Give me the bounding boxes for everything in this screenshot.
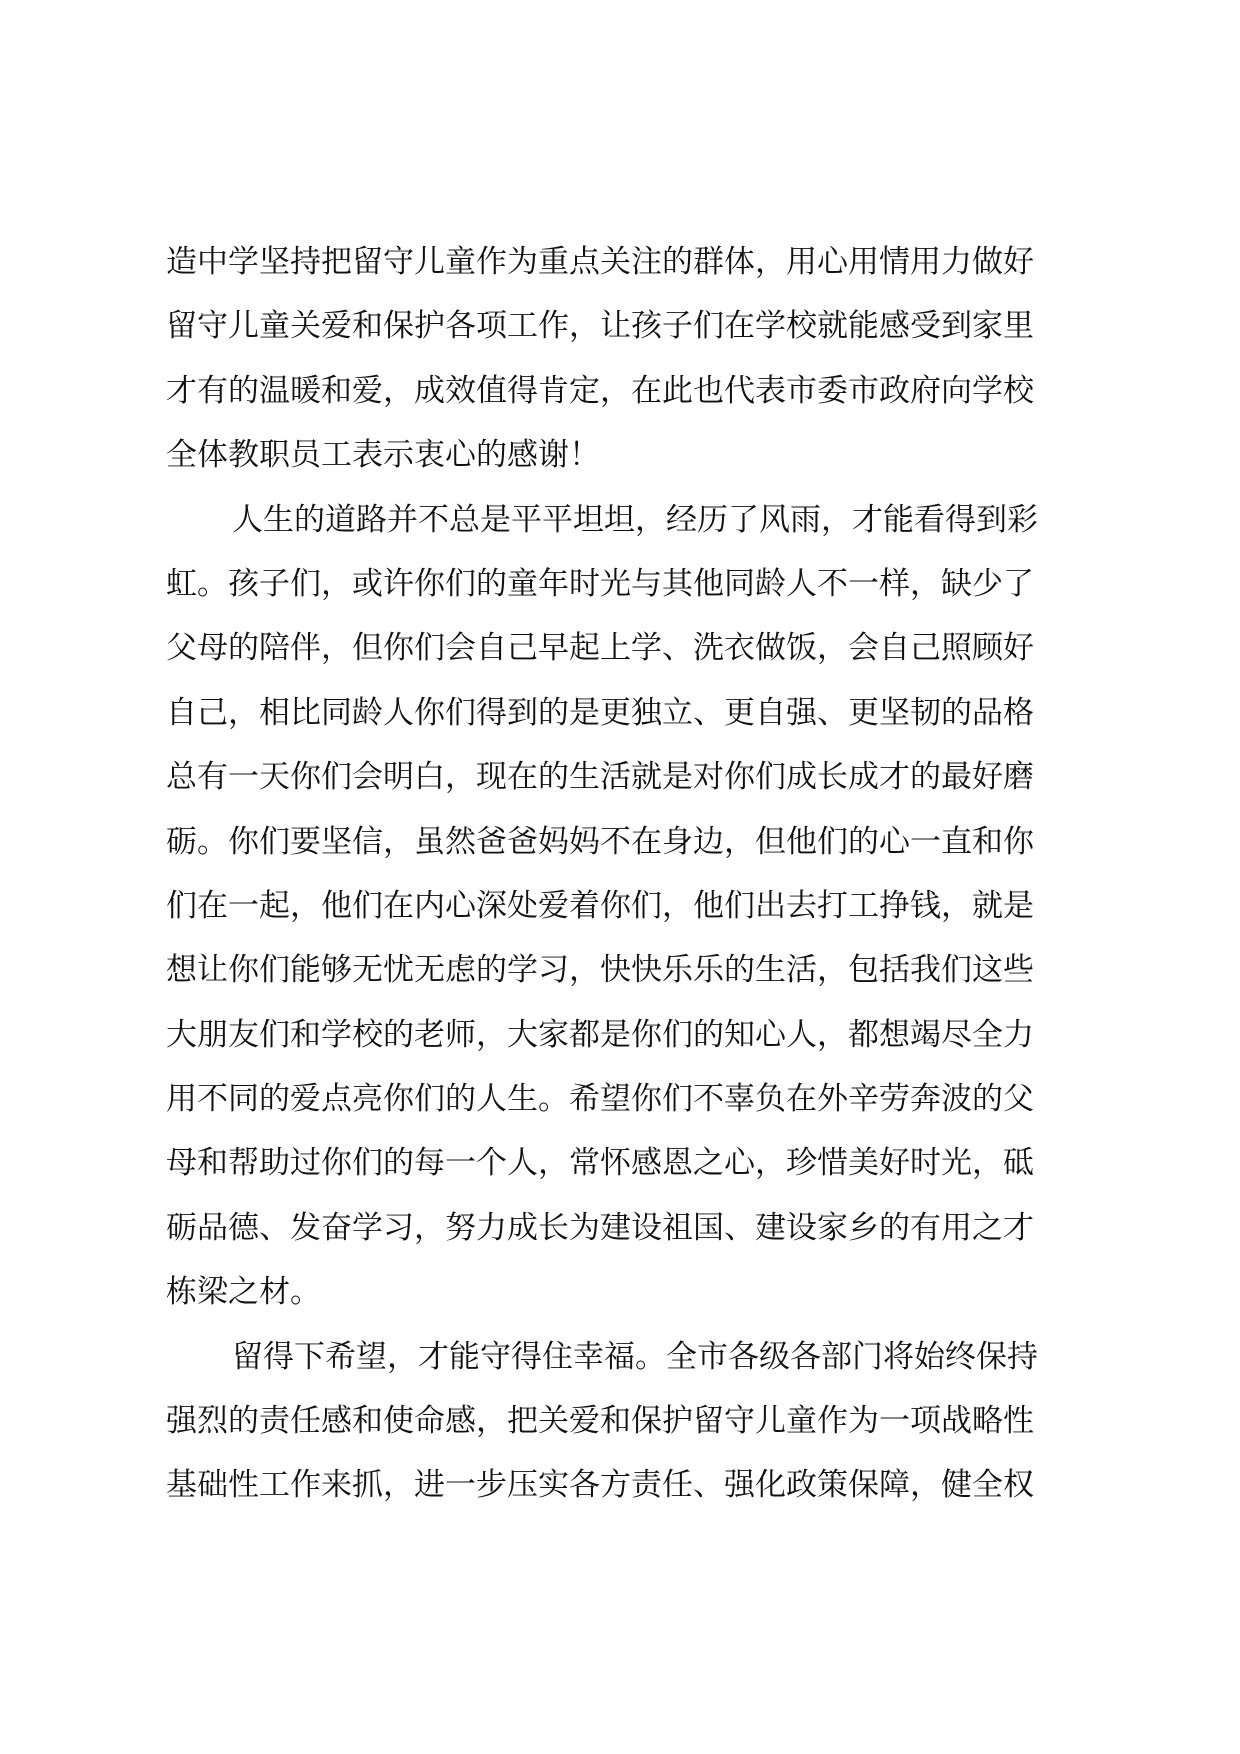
text-line: 父母的陪伴，但你们会自己早起上学、洗衣做饭，会自己照顾好 xyxy=(166,630,1034,667)
text-line: 自己，相比同龄人你们得到的是更独立、更自强、更坚韧的品格 xyxy=(166,694,1034,731)
body-text xyxy=(166,230,1096,1518)
text-line: 砺品德、发奋学习，努力成长为建设祖国、建设家乡的有用之才 xyxy=(166,1209,1034,1246)
text-line: 母和帮助过你们的每一个人，常怀感恩之心，珍惜美好时光，砥 xyxy=(166,1145,1034,1182)
text-line: 栋梁之材。 xyxy=(166,1274,321,1311)
text-line: 才有的温暖和爱，成效值得肯定，在此也代表市委市政府向学校 xyxy=(166,372,1034,409)
text-line: 留守儿童关爱和保护各项工作，让孩子们在学校就能感受到家里 xyxy=(166,308,1034,345)
text-line: 虹。孩子们，或许你们的童年时光与其他同龄人不一样，缺少了 xyxy=(166,565,1034,602)
paragraph-start-line: 人生的道路并不总是平平坦坦，经历了风雨，才能看得到彩 xyxy=(232,501,1038,538)
text-line: 用不同的爱点亮你们的人生。希望你们不辜负在外辛劳奔波的父 xyxy=(166,1081,1034,1118)
text-line: 大朋友们和学校的老师，大家都是你们的知心人，都想竭尽全力 xyxy=(166,1016,1034,1053)
text-line: 全体教职员工表示衷心的感谢！ xyxy=(166,437,600,474)
text-line: 强烈的责任感和使命感，把关爱和保护留守儿童作为一项战略性 xyxy=(166,1403,1034,1440)
text-line: 想让你们能够无忧无虑的学习，快快乐乐的生活，包括我们这些 xyxy=(166,952,1034,989)
text-line: 总有一天你们会明白，现在的生活就是对你们成长成才的最好磨 xyxy=(166,759,1034,796)
text-line: 砺。你们要坚信，虽然爸爸妈妈不在身边，但他们的心一直和你 xyxy=(166,823,1034,860)
text-line: 造中学坚持把留守儿童作为重点关注的群体，用心用情用力做好 xyxy=(166,244,1034,280)
text-line: 基础性工作来抓，进一步压实各方责任、强化政策保障，健全权 xyxy=(166,1467,1034,1504)
paragraph-start-line: 留得下希望，才能守得住幸福。全市各级各部门将始终保持 xyxy=(232,1338,1038,1375)
text-line: 们在一起，他们在内心深处爱着你们，他们出去打工挣钱，就是 xyxy=(166,887,1034,924)
